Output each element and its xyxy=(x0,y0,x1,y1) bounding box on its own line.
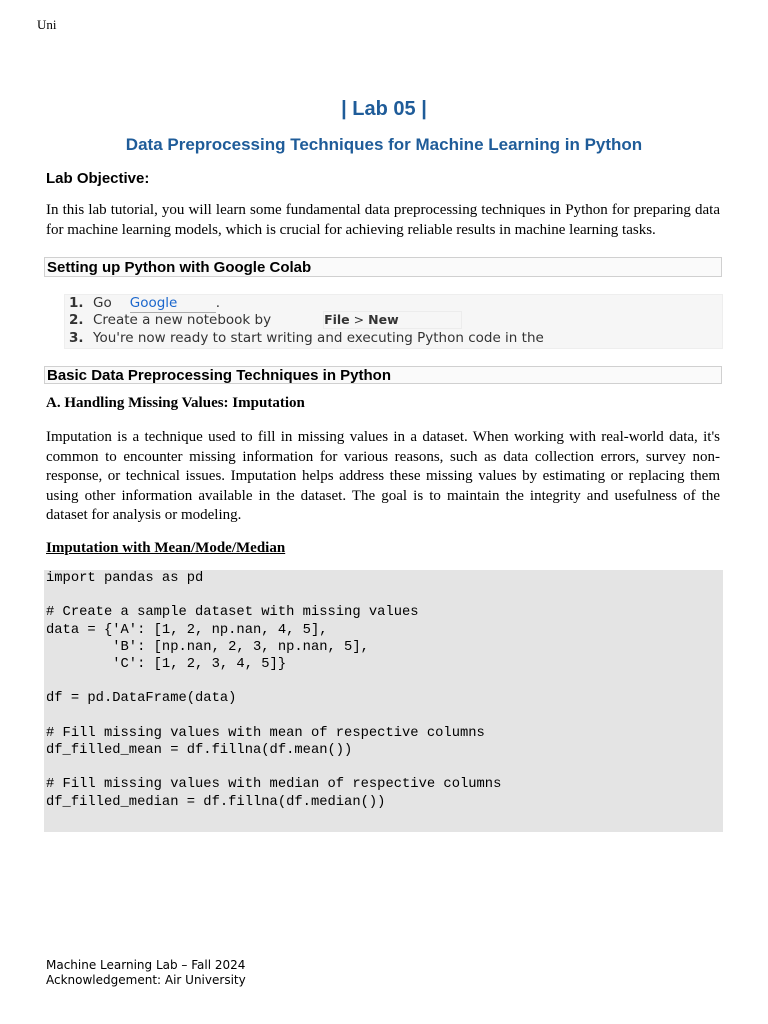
code-block xyxy=(44,570,723,832)
list-item xyxy=(69,294,220,312)
page-header: Uni xyxy=(37,17,57,32)
menu-new-label: New xyxy=(368,312,399,327)
imputation-paragraph: Imputation is a technique used to fill in missing values in a dataset. When working with real-world data, it's common to encounter missing information for various reasons, such as data collection errors, survey non-response, or technical issues. Imputation helps address these missing values by estimating or replacing them using other information available in the dataset. The goal is to maintain the integrity and usefulness of the dataset for analysis or modeling. xyxy=(46,429,720,523)
setup-steps-list xyxy=(64,294,723,349)
subsection-heading: A. Handling Missing Values: Imputation xyxy=(46,395,305,411)
step-text: Go xyxy=(93,295,112,311)
section-heading-colab: Setting up Python with Google Colab xyxy=(44,257,722,277)
menu-file-label: File xyxy=(324,312,350,327)
step-number: 3. xyxy=(69,330,84,346)
lab-subtitle: Data Preprocessing Techniques for Machine Learning in Python xyxy=(125,135,643,154)
step-text: You're now ready to start writing and executing Python code in the xyxy=(93,330,544,346)
objective-paragraph: In this lab tutorial, you will learn some fundamental data preprocessing techniques in Python for preparing data for machine learning models, which is crucial for achieving reliable results in machine learning tasks. xyxy=(46,202,720,238)
section-heading-basic: Basic Data Preprocessing Techniques in Python xyxy=(44,366,722,384)
footer-line-course: Machine Learning Lab – Fall 2024 xyxy=(46,958,246,972)
page-footer xyxy=(46,958,246,988)
code-text: import pandas as pd # Create a sample dataset with missing values data = {'A': [1, 2, np.nan, 4, 5], 'B': [np.nan, 2, 3, np.nan, 5], 'C': [1, 2, 3, 4, 5]} df = pd.DataFrame(data) # Fill missing values with mean of respective columns df_filled_mean = df.fillna(df.mean()) # Fill missing values with median of respective columns df_filled_median = df.fillna(df.median()) xyxy=(46,571,502,810)
step-number: 2. xyxy=(69,312,84,328)
footer-line-acknowledgement: Acknowledgement: Air University xyxy=(46,973,246,987)
menu-path-file-new xyxy=(323,311,462,329)
code-heading: Imputation with Mean/Mode/Median xyxy=(46,540,286,556)
step-text: Create a new notebook by xyxy=(93,312,272,328)
objective-heading: Lab Objective: xyxy=(46,170,150,187)
step-number: 1. xyxy=(69,295,84,311)
google-colab-link[interactable]: Google xyxy=(130,294,216,313)
menu-separator: > xyxy=(353,312,365,327)
lab-title: | Lab 05 | xyxy=(341,98,427,120)
list-item xyxy=(69,311,462,329)
list-item xyxy=(69,329,544,347)
step-tail: . xyxy=(215,295,221,311)
